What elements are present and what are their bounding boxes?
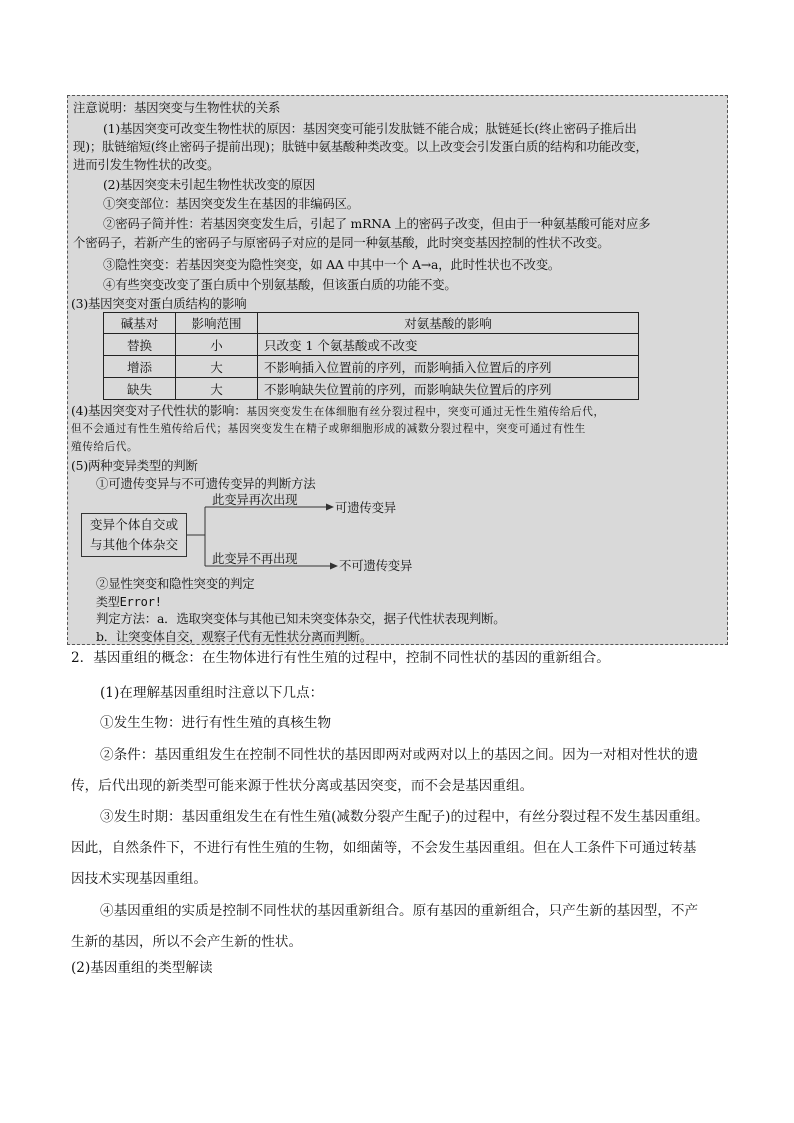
- note-p4-head: (4)基因突变对子代性状的影响：: [71, 403, 247, 418]
- table-header-cell: 碱基对: [104, 313, 176, 334]
- note-p3: (3)基因突变对蛋白质结构的影响: [71, 296, 247, 311]
- note-p4-line3: 殖传给后代。: [71, 441, 139, 453]
- note-p1-line1: (1)基因突变可改变生物性状的原因：基因突变可能引发肽链不能合成；肽链延长(终止密码子推后出: [103, 121, 637, 136]
- point-3-line3: 因技术实现基因重组。: [71, 871, 207, 887]
- section-2-sub2: (2)基因重组的类型解读: [71, 960, 213, 976]
- table-cell: 不影响插入位置前的序列，而影响插入位置后的序列: [258, 356, 639, 378]
- point-1: ①发生生物：进行有性生殖的真核生物: [100, 715, 332, 731]
- note-p4-line2: 但不会通过有性生殖传给后代；基因突变发生在精子或卵细胞形成的减数分裂过程中，突变可通过有性生: [71, 423, 586, 435]
- note-p1-line3: 进而引发生物性状的改变。: [73, 157, 220, 172]
- note-p5-method: 判定方法：a．选取突变体与其他已知未突变体杂交，据子代性状表现判断。: [96, 611, 506, 626]
- note-p5-type: 类型Error!: [96, 595, 162, 609]
- table-cell: 缺失: [104, 378, 176, 400]
- flow-lower-label: 此变异不再出现: [212, 551, 298, 566]
- point-3-line2: 因此，自然条件下，不进行有性生殖的生物，如细菌等，不会发生基因重组。但在人工条件下可通过转基: [71, 840, 697, 856]
- table-cell: 替换: [104, 334, 176, 356]
- flow-upper-result: 可遗传变异: [335, 500, 396, 515]
- section-2-heading: 2．基因重组的概念：在生物体进行有性生殖的过程中，控制不同性状的基因的重新组合。: [71, 650, 610, 666]
- table-cell: 增添: [104, 356, 176, 378]
- note-p4-text: 基因突变发生在体细胞有丝分裂过程中，突变可通过无性生殖传给后代，: [246, 406, 605, 418]
- point-4-line2: 生新的基因，所以不会产生新的性状。: [71, 934, 303, 950]
- table-cell: 不影响缺失位置前的序列，而影响缺失位置后的序列: [258, 378, 639, 400]
- point-2-line1: ②条件：基因重组发生在控制不同性状的基因即两对或两对以上的基因之间。因为一对相对性状的遗: [100, 747, 699, 763]
- table-header-cell: 影响范围: [176, 313, 258, 334]
- point-4-line1: ④基因重组的实质是控制不同性状的基因重新组合。原有基因的重新组合，只产生新的基因型，不产: [100, 903, 699, 919]
- flow-upper-label: 此变异再次出现: [212, 492, 298, 507]
- point-2-line2: 传，后代出现的新类型可能来源于性状分离或基因突变，而不会是基因重组。: [71, 778, 534, 794]
- note-p2-item2-line1: ②密码子简并性：若基因突变发生后，引起了 mRNA 上的密码子改变，但由于一种氨基酸可能对应多: [103, 216, 651, 231]
- table-cell: 大: [176, 378, 258, 400]
- note-p5-method-b: b．让突变体自交，观察子代有无性状分离而判断。: [96, 629, 372, 644]
- note-p1-line2: 现)；肽链缩短(终止密码子提前出现)；肽链中氨基酸种类改变。以上改变会引发蛋白质的结构和功能改变，: [73, 139, 648, 154]
- note-p5: (5)两种变异类型的判断: [71, 458, 198, 473]
- note-p2-item2-line2: 个密码子，若新产生的密码子与原密码子对应的是同一种氨基酸，此时突变基因控制的性状不改变。: [73, 235, 610, 250]
- note-p5-item1: ①可遗传变异与不可遗传变异的判断方法: [96, 476, 316, 491]
- note-p2: (2)基因突变未引起生物性状改变的原因: [103, 177, 316, 192]
- section-2-sub1: (1)在理解基因重组时注意以下几点：: [100, 685, 324, 701]
- flow-lower-result: 不可遗传变异: [339, 558, 413, 573]
- note-p2-item1: ①突变部位：基因突变发生在基因的非编码区。: [103, 196, 360, 211]
- note-p5-item2: ②显性突变和隐性突变的判定: [96, 576, 255, 591]
- point-3-line1: ③发生时期：基因重组发生在有性生殖(减数分裂产生配子)的过程中，有丝分裂过程不发生基因重组。: [100, 809, 709, 825]
- note-title: 注意说明：基因突变与生物性状的关系: [73, 100, 281, 115]
- table-header-cell: 对氨基酸的影响: [258, 313, 639, 334]
- table-cell: 只改变 1 个氨基酸或不改变: [258, 334, 639, 356]
- note-p2-item3: ③隐性突变：若基因突变为隐性突变，如 AA 中其中一个 A→a，此时性状也不改变。: [103, 257, 561, 272]
- table-cell: 大: [176, 356, 258, 378]
- note-box: [67, 95, 728, 645]
- flow-box-line2: 与其他个体杂交: [89, 537, 179, 552]
- table-cell: 小: [176, 334, 258, 356]
- flow-box-line1: 变异个体自交或: [89, 517, 179, 532]
- note-p2-item4: ④有些突变改变了蛋白质中个别氨基酸，但该蛋白质的功能不变。: [103, 277, 457, 292]
